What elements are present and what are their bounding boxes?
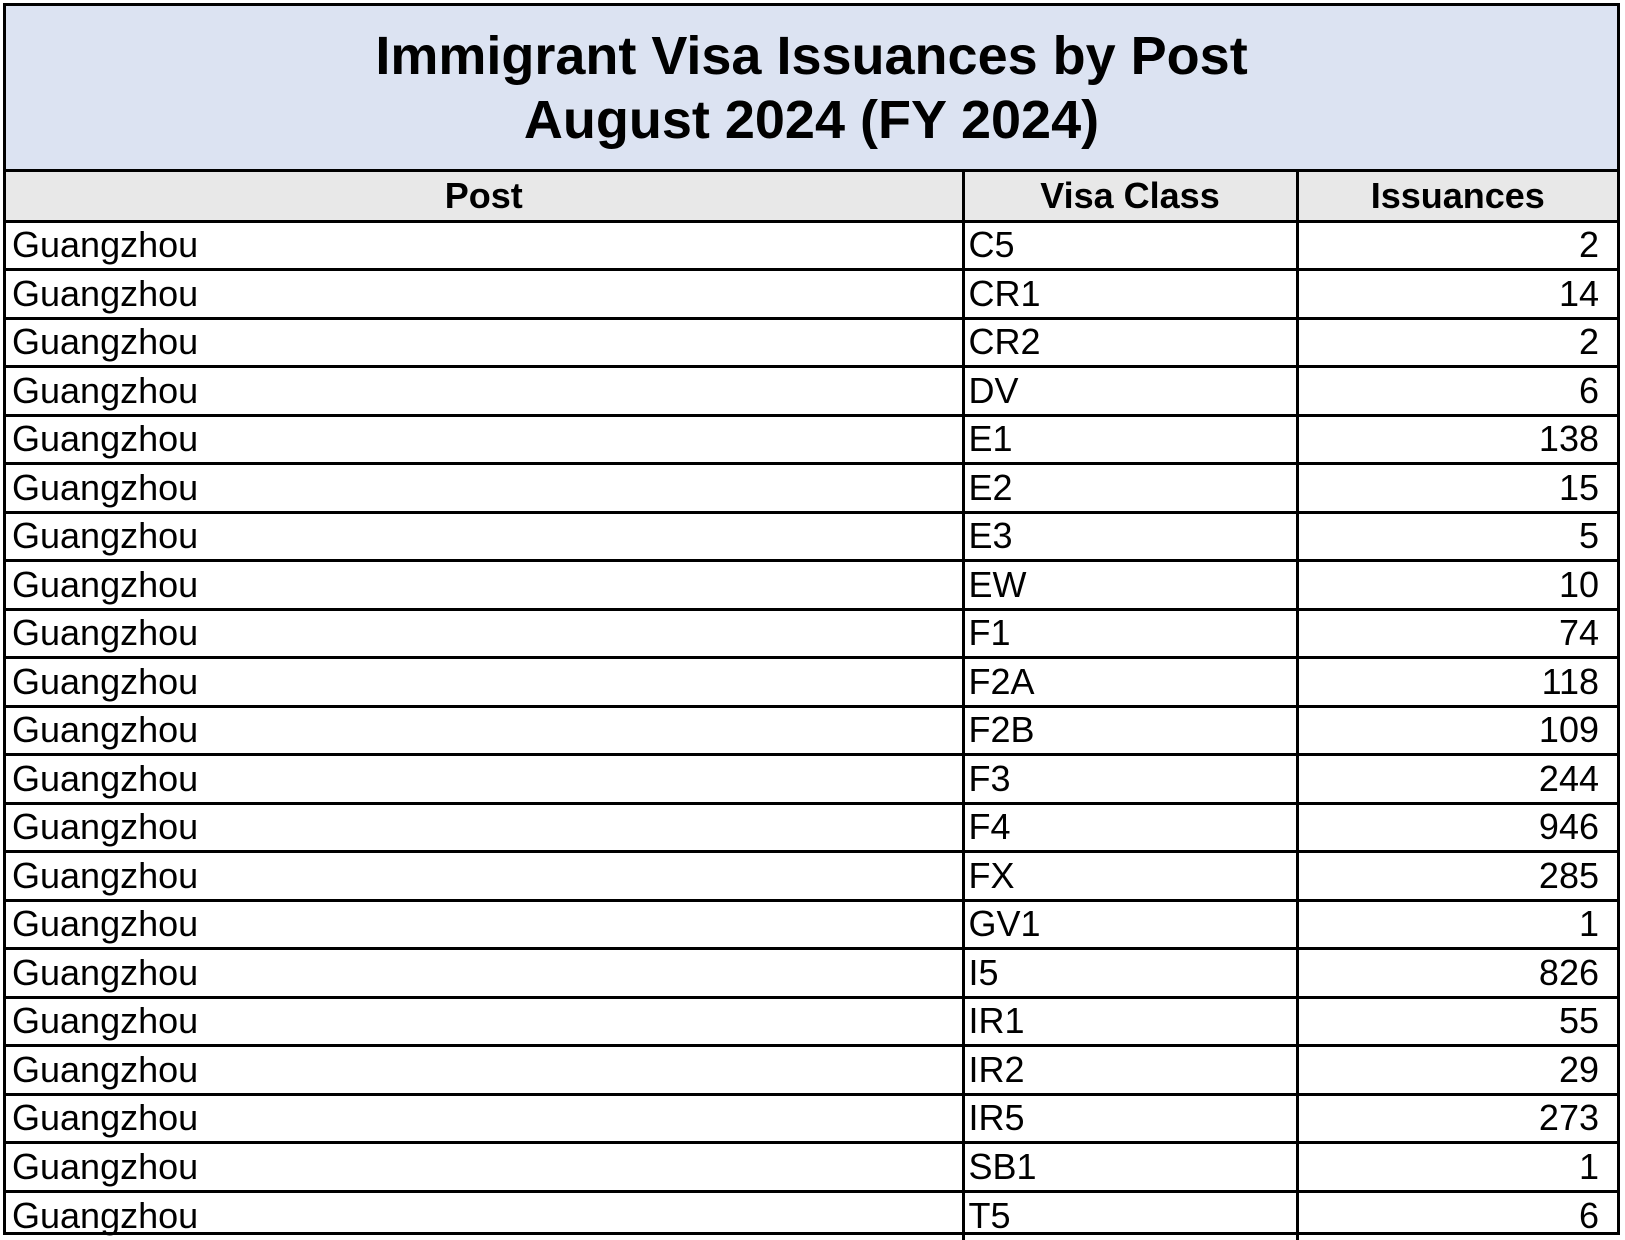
post-cell[interactable]: Guangzhou [6, 512, 963, 561]
visa-class-cell[interactable]: E3 [963, 512, 1297, 561]
visa-class-cell[interactable]: F2A [963, 658, 1297, 707]
visa-class-cell[interactable]: SB1 [963, 1143, 1297, 1192]
issuances-cell[interactable]: 5 [1297, 512, 1617, 561]
table-row [6, 1046, 1617, 1095]
table-row [6, 658, 1617, 707]
issuances-cell[interactable]: 946 [1297, 803, 1617, 852]
title-block [6, 6, 1617, 172]
post-cell[interactable]: Guangzhou [6, 706, 963, 755]
table-row [6, 852, 1617, 901]
report-title: Immigrant Visa Issuances by Post [375, 25, 1248, 86]
issuances-cell[interactable]: 244 [1297, 755, 1617, 804]
post-cell[interactable]: Guangzhou [6, 270, 963, 319]
table-row [6, 803, 1617, 852]
post-cell[interactable]: Guangzhou [6, 852, 963, 901]
table-row [6, 1143, 1617, 1192]
visa-class-cell[interactable]: C5 [963, 221, 1297, 270]
issuances-cell[interactable]: 1 [1297, 1143, 1617, 1192]
visa-class-cell[interactable]: F2B [963, 706, 1297, 755]
table-row [6, 512, 1617, 561]
issuances-cell[interactable]: 273 [1297, 1094, 1617, 1143]
header-post[interactable]: Post [6, 172, 963, 221]
visa-class-cell[interactable]: FX [963, 852, 1297, 901]
issuances-cell[interactable]: 55 [1297, 997, 1617, 1046]
table-body [6, 221, 1617, 1240]
issuances-cell[interactable]: 138 [1297, 415, 1617, 464]
issuances-cell[interactable]: 285 [1297, 852, 1617, 901]
header-visa-class[interactable]: Visa Class [963, 172, 1297, 221]
visa-class-cell[interactable]: F1 [963, 609, 1297, 658]
table-row [6, 755, 1617, 804]
post-cell[interactable]: Guangzhou [6, 658, 963, 707]
issuances-cell[interactable]: 6 [1297, 367, 1617, 416]
post-cell[interactable]: Guangzhou [6, 1191, 963, 1240]
header-issuances[interactable]: Issuances [1297, 172, 1617, 221]
post-cell[interactable]: Guangzhou [6, 561, 963, 610]
post-cell[interactable]: Guangzhou [6, 1143, 963, 1192]
issuances-table [6, 172, 1617, 1240]
visa-class-cell[interactable]: IR5 [963, 1094, 1297, 1143]
post-cell[interactable]: Guangzhou [6, 318, 963, 367]
post-cell[interactable]: Guangzhou [6, 803, 963, 852]
visa-class-cell[interactable]: GV1 [963, 900, 1297, 949]
issuances-cell[interactable]: 14 [1297, 270, 1617, 319]
visa-class-cell[interactable]: T5 [963, 1191, 1297, 1240]
table-row [6, 415, 1617, 464]
post-cell[interactable]: Guangzhou [6, 221, 963, 270]
visa-class-cell[interactable]: E2 [963, 464, 1297, 513]
issuances-cell[interactable]: 74 [1297, 609, 1617, 658]
report-period: August 2024 (FY 2024) [523, 89, 1100, 150]
post-cell[interactable]: Guangzhou [6, 1046, 963, 1095]
post-cell[interactable]: Guangzhou [6, 1094, 963, 1143]
issuances-cell[interactable]: 826 [1297, 949, 1617, 998]
issuances-cell[interactable]: 109 [1297, 706, 1617, 755]
visa-class-cell[interactable]: EW [963, 561, 1297, 610]
table-row [6, 270, 1617, 319]
post-cell[interactable]: Guangzhou [6, 755, 963, 804]
table-row [6, 997, 1617, 1046]
visa-class-cell[interactable]: I5 [963, 949, 1297, 998]
issuances-cell[interactable]: 1 [1297, 900, 1617, 949]
table-row [6, 318, 1617, 367]
table-row [6, 464, 1617, 513]
issuances-cell[interactable]: 10 [1297, 561, 1617, 610]
visa-class-cell[interactable]: E1 [963, 415, 1297, 464]
visa-class-cell[interactable]: IR2 [963, 1046, 1297, 1095]
post-cell[interactable]: Guangzhou [6, 949, 963, 998]
table-row [6, 221, 1617, 270]
table-row [6, 1191, 1617, 1240]
visa-class-cell[interactable]: CR1 [963, 270, 1297, 319]
header-row [6, 172, 1617, 221]
issuances-cell[interactable]: 2 [1297, 318, 1617, 367]
post-cell[interactable]: Guangzhou [6, 609, 963, 658]
issuances-cell[interactable]: 29 [1297, 1046, 1617, 1095]
table-row [6, 609, 1617, 658]
issuances-cell[interactable]: 15 [1297, 464, 1617, 513]
spreadsheet [3, 3, 1620, 1235]
post-cell[interactable]: Guangzhou [6, 900, 963, 949]
issuances-cell[interactable]: 2 [1297, 221, 1617, 270]
post-cell[interactable]: Guangzhou [6, 997, 963, 1046]
table-row [6, 1094, 1617, 1143]
post-cell[interactable]: Guangzhou [6, 464, 963, 513]
visa-class-cell[interactable]: F3 [963, 755, 1297, 804]
table-row [6, 949, 1617, 998]
visa-class-cell[interactable]: F4 [963, 803, 1297, 852]
issuances-cell[interactable]: 6 [1297, 1191, 1617, 1240]
post-cell[interactable]: Guangzhou [6, 367, 963, 416]
visa-class-cell[interactable]: CR2 [963, 318, 1297, 367]
visa-class-cell[interactable]: IR1 [963, 997, 1297, 1046]
table-row [6, 367, 1617, 416]
table-row [6, 706, 1617, 755]
table-row [6, 561, 1617, 610]
post-cell[interactable]: Guangzhou [6, 415, 963, 464]
issuances-cell[interactable]: 118 [1297, 658, 1617, 707]
visa-class-cell[interactable]: DV [963, 367, 1297, 416]
table-row [6, 900, 1617, 949]
